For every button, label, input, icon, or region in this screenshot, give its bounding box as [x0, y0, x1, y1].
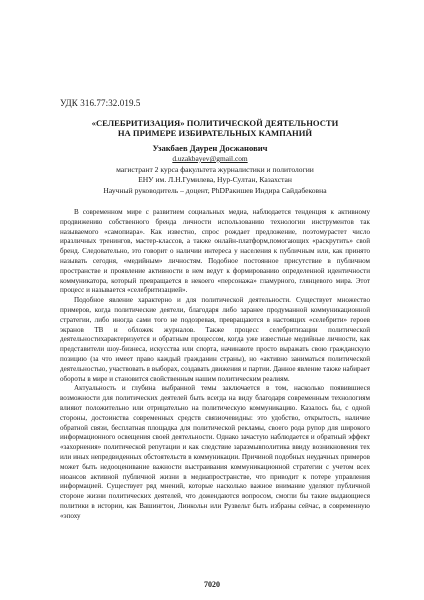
author-name: Узакбаев Даурен Досжанович: [152, 143, 268, 153]
udc-code: УДК 316.77:32.019.5: [60, 98, 141, 108]
body-paragraph-1: В современном мире с развитием социальных медиа, наблюдается тенденция к активному продвижению собственного бренда личности использованию технологии инструментов так называемого «самопиара». Как известно, спрос рождает предложение, поэтомурастет число иразличных тренингов, мастер-классов, а также онлайн-платформ,помогающих «раскрутить» свой бренд. Следовательно, это говорит о наличии интереса у населения к публичным или, как принято называть сегодня, «медийным» личностям. Подобное постоянное присутствие в публичном пространстве и проявление активности в нем ведут к формированию определенной идентичности коммуникатора, который превращается в некоего «персонажа» гламурного, глянцевого мира. Этот процесс и называется «селебритизацией».: [60, 208, 370, 295]
body-paragraph-2: Подобное явление характерно и для политической деятельности. Существует множество примеров, когда политические деятели, благодаря либо заранее продуманной коммуникационной стратегии, либо иногда сами того не подозревая, превращаются в настоящих «селебрити» героев экранов ТВ и обложек журналов. Также процесс селебритизации политической деятельностихарактеризуется и обратным процессом, когда уже известные медийные личности, как представители шоу-бизнеса, искусства или спорта, начинаюте просто выражать свою гражданскую позицию (за что имеет право каждый гражданин страны), но «активно заниматься политической деятельностью, участвовать в выборах, создавать движения и партии. Данное явление также набирает обороты в мире и становится свойственным нашим политическим реалиям.: [60, 296, 370, 383]
article-title-line-1: «СЕЛЕБРИТИЗАЦИЯ» ПОЛИТИЧЕСКОЙ ДЕЯТЕЛЬНОСТИ: [91, 118, 339, 128]
affiliation-line-1: магистрант 2 курса факультета журналистики и политологии: [116, 165, 314, 174]
page-number: 7020: [204, 580, 220, 589]
supervisor-line: Научный руководитель – доцент, PhDРакишев Индира Сайдабековна: [103, 186, 327, 195]
affiliation-line-2: ЕНУ им. Л.Н.Гумилева, Нур-Султан, Казахстан: [138, 175, 292, 184]
article-title-line-2: НА ПРИМЕРЕ ИЗБИРАТЕЛЬНЫХ КАМПАНИЙ: [117, 128, 313, 138]
body-paragraph-3: Актуальность и глубина выбранной темы заключается в том, насколько появившиеся возможности для политических деятелей быть всегда на виду благодаря современным технологиям влияют положительно или отрицательно на политическую коммуникацию. Казалось бы, с одной стороны, достоинства современных средств связиочевидны: это удобство, открытость, наличие обратной связи, бесплатная площадка для политической рекламы, своего рода рупор для широкого информационного освещения своей деятельности. Однако зачастую наблюдается и обратный эффект «захорнения» политической репутации и как следствие заразмывполитика ввиду возникновения тех или иных непредвиденных обстоятельств в коммуникации. Причиной подобных неудачных примеров может быть недооценивание важности выстраивания коммуникационной стратегии с учетом всех нюансов активной публичной жизни в медиапространстве, что приводит к потере управления информацией. Существует ряд мнений, которые насколько важное внимание уделяют публичной стороне жизни политических деятелей, что дожендаются вопросом, смогли бы такие выдающиеся политики в истории, как Вашингтон, Линкольн или Рузвельт быть избраны сейчас, в современную «эпоху: [60, 384, 370, 520]
author-email-link[interactable]: d.uzakbayev@gmail.com: [172, 154, 248, 163]
article-body: [60, 208, 370, 522]
